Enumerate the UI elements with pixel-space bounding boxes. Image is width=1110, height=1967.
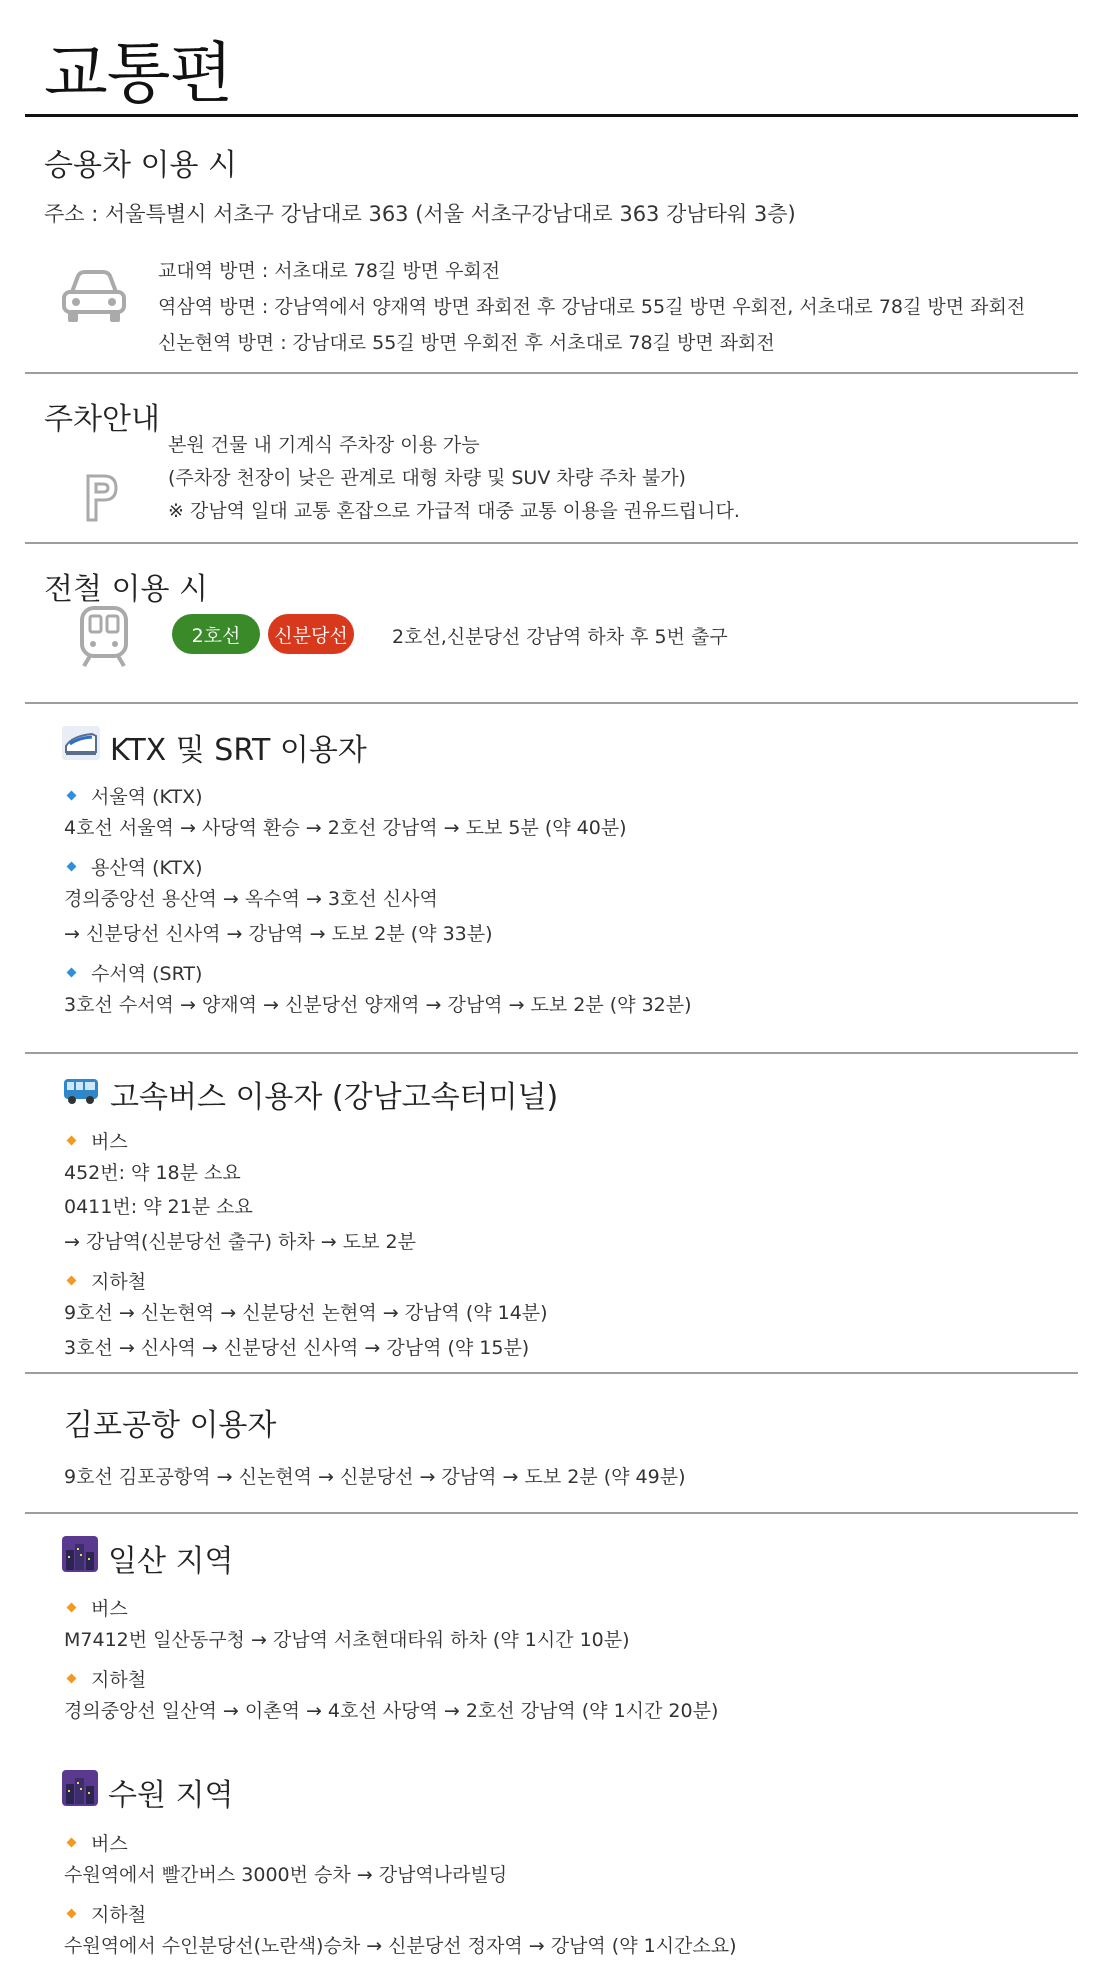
car-heading: 승용차 이용 시 xyxy=(44,148,237,183)
suwon-heading-text: 수원 지역 xyxy=(108,1778,234,1813)
parking-line-2: (주차장 천장이 낮은 관계로 대형 차량 및 SUV 차량 주차 불가) xyxy=(168,467,686,489)
subway-heading: 전철 이용 시 xyxy=(44,572,208,607)
diamond-bullet-icon xyxy=(67,968,77,978)
diamond-bullet-icon xyxy=(67,1276,77,1286)
list-item: 버스 xyxy=(62,1829,128,1856)
bus-icon xyxy=(62,1073,100,1115)
train-icon xyxy=(76,604,132,672)
diamond-bullet-icon xyxy=(67,862,77,872)
divider xyxy=(25,1052,1078,1054)
title-divider xyxy=(25,114,1078,117)
divider xyxy=(25,1372,1078,1374)
car-icon xyxy=(58,266,130,332)
list-item: 수서역 (SRT) xyxy=(62,959,202,986)
route-line: 경의중앙선 용산역 → 옥수역 → 3호선 신사역 xyxy=(64,888,438,910)
divider xyxy=(25,1512,1078,1514)
route-line: 수원역에서 수인분당선(노란색)승차 → 신분당선 정자역 → 강남역 (약 1시간소요) xyxy=(64,1935,737,1957)
shinbundang-line-badge: 신분당선 xyxy=(268,614,354,654)
route-line: 3호선 수서역 → 양재역 → 신분당선 양재역 → 강남역 → 도보 2분 (약 32분) xyxy=(64,994,692,1016)
route-line: 경의중앙선 일산역 → 이촌역 → 4호선 사당역 → 2호선 강남역 (약 1시간 20분) xyxy=(64,1700,719,1722)
city-night-icon xyxy=(62,1770,98,1814)
list-item: 지하철 xyxy=(62,1665,146,1692)
route-line: 3호선 → 신사역 → 신분당선 신사역 → 강남역 (약 15분) xyxy=(64,1337,530,1359)
route-line: 0411번: 약 21분 소요 xyxy=(64,1196,253,1218)
subway-directions: 2호선,신분당선 강남역 하차 후 5번 출구 xyxy=(392,626,728,648)
list-item: 버스 xyxy=(62,1127,128,1154)
route-line: → 신분당선 신사역 → 강남역 → 도보 2분 (약 33분) xyxy=(64,923,493,945)
diamond-bullet-icon xyxy=(67,1909,77,1919)
list-item: 용산역 (KTX) xyxy=(62,853,203,880)
diamond-bullet-icon xyxy=(67,1838,77,1848)
route-line: 452번: 약 18분 소요 xyxy=(64,1162,241,1184)
divider xyxy=(25,542,1078,544)
list-item: 버스 xyxy=(62,1594,128,1621)
diamond-bullet-icon xyxy=(67,791,77,801)
divider xyxy=(25,702,1078,704)
list-item: 지하철 xyxy=(62,1267,146,1294)
route-line: 9호선 → 신논현역 → 신분당선 논현역 → 강남역 (약 14분) xyxy=(64,1302,548,1324)
ktx-heading-text: KTX 및 SRT 이용자 xyxy=(110,733,367,768)
diamond-bullet-icon xyxy=(67,1603,77,1613)
list-item: 서울역 (KTX) xyxy=(62,782,203,809)
parking-line-1: 본원 건물 내 기계식 주차장 이용 가능 xyxy=(168,434,480,456)
parking-heading: 주차안내 xyxy=(44,402,160,437)
ilsan-heading-text: 일산 지역 xyxy=(108,1544,234,1579)
route-line: M7412번 일산동구청 → 강남역 서초현대타워 하차 (약 1시간 10분) xyxy=(64,1629,630,1651)
route-line: 수원역에서 빨간버스 3000번 승차 → 강남역나라빌딩 xyxy=(64,1864,508,1886)
route-line: 4호선 서울역 → 사당역 환승 → 2호선 강남역 → 도보 5분 (약 40분) xyxy=(64,817,627,839)
divider xyxy=(25,372,1078,374)
diamond-bullet-icon xyxy=(67,1136,77,1146)
diamond-bullet-icon xyxy=(67,1674,77,1684)
car-route-3: 신논현역 방면 : 강남대로 55길 방면 우회전 후 서초대로 78길 방면 좌회전 xyxy=(158,332,775,354)
line-2-badge: 2호선 xyxy=(172,614,260,654)
ilsan-heading xyxy=(62,1536,233,1580)
route-line: 9호선 김포공항역 → 신논현역 → 신분당선 → 강남역 → 도보 2분 (약 49분) xyxy=(64,1466,686,1488)
bullet-train-icon xyxy=(62,726,100,768)
car-route-1: 교대역 방면 : 서초대로 78길 방면 우회전 xyxy=(158,260,501,282)
suwon-heading xyxy=(62,1770,233,1814)
ktx-heading xyxy=(62,725,367,769)
city-night-icon xyxy=(62,1536,98,1580)
list-item: 지하철 xyxy=(62,1900,146,1927)
parking-notice: ※ 강남역 일대 교통 혼잡으로 가급적 대중 교통 이용을 권유드립니다. xyxy=(168,500,740,522)
gimpo-heading: 김포공항 이용자 xyxy=(64,1408,277,1443)
route-line: → 강남역(신분당선 출구) 하차 → 도보 2분 xyxy=(64,1231,416,1253)
express-bus-heading xyxy=(62,1072,558,1116)
page-title: 교통편 xyxy=(44,35,233,112)
car-address: 주소 : 서울특별시 서초구 강남대로 363 (서울 서초구강남대로 363 강남타워 3층) xyxy=(44,202,796,226)
car-route-2: 역삼역 방면 : 강남역에서 양재역 방면 좌회전 후 강남대로 55길 방면 우회전, 서초대로 78길 방면 좌회전 xyxy=(158,296,1026,318)
express-bus-heading-text: 고속버스 이용자 (강남고속터미널) xyxy=(110,1080,559,1115)
parking-icon xyxy=(82,472,122,528)
